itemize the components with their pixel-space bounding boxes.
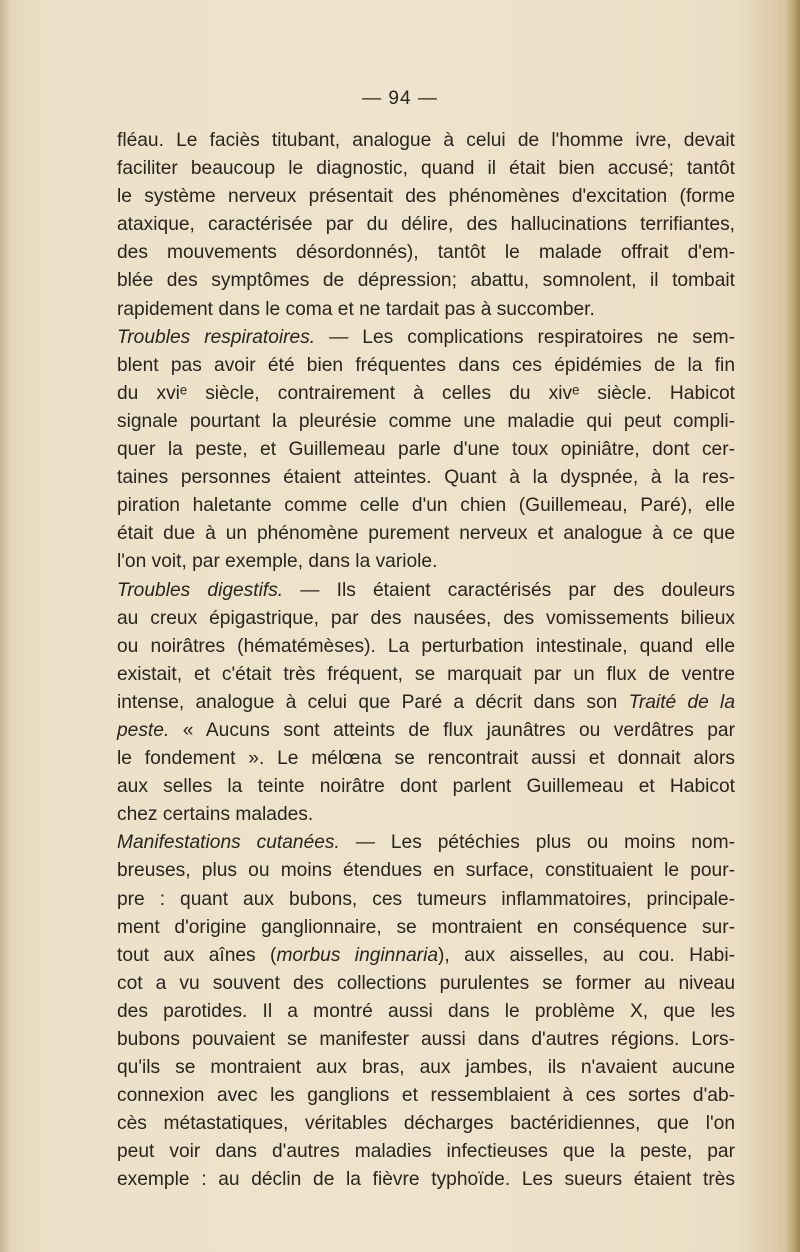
page-number: — 94 — <box>362 88 438 109</box>
text-segment: qu'ils se montraient aux bras, aux jambes, ils n'avaient aucune <box>117 1057 735 1079</box>
text-line <box>117 239 735 267</box>
text-segment: — Les pétéchies plus ou moins nom- <box>339 832 735 854</box>
text-segment: peut voir dans d'autres maladies infectieuses que la peste, par <box>117 1141 735 1163</box>
text-segment: cès métastatiques, véritables décharges bactéridiennes, que l'on <box>117 1113 735 1135</box>
text-line <box>117 717 735 745</box>
text-segment: ment d'origine ganglionnaire, se montraient en conséquence sur- <box>117 916 735 938</box>
text-line <box>117 464 735 492</box>
italic-text: peste. <box>117 719 170 741</box>
text-line <box>117 1082 735 1110</box>
text-segment: le système nerveux présentait des phénomènes d'excitation (forme <box>117 186 735 208</box>
text-segment: chez certains malades. <box>117 804 314 826</box>
text-line <box>117 1166 735 1194</box>
text-segment: signale pourtant la pleurésie comme une maladie qui peut compli- <box>117 410 735 432</box>
text-line <box>117 548 735 576</box>
text-line <box>117 998 735 1026</box>
text-line <box>117 970 735 998</box>
text-segment: au creux épigastrique, par des nausées, des vomissements bilieux <box>117 607 735 629</box>
italic-text: Manifestations cutanées. <box>117 832 340 854</box>
text-segment: des parotides. Il a montré aussi dans le problème X, que les <box>117 1000 735 1022</box>
italic-text: Troubles digestifs. <box>117 579 284 601</box>
text-segment: taines personnes étaient atteintes. Quant à la dyspnée, à la res- <box>117 467 735 489</box>
text-segment: — Ils étaient caractérisés par des douleurs <box>283 579 735 601</box>
text-segment: bubons pouvaient se manifester aussi dans d'autres régions. Lors- <box>117 1029 735 1050</box>
text-segment: piration haletante comme celle d'un chien (Guillemeau, Paré), elle <box>117 495 735 517</box>
text-segment: — Les complications respiratoires ne sem- <box>315 326 735 348</box>
text-segment: rapidement dans le coma et ne tardait pas à succomber. <box>117 298 595 320</box>
italic-text: Troubles respiratoires. <box>117 326 316 348</box>
text-segment: le fondement ». Le mélœna se rencontrait aussi et donnait alors <box>117 748 735 770</box>
text-line <box>117 773 735 801</box>
text-line <box>117 605 735 633</box>
text-line <box>117 661 735 689</box>
text-segment: connexion avec les ganglions et ressemblaient à ces sortes d'ab- <box>117 1085 735 1107</box>
text-line <box>117 1026 735 1054</box>
text-line <box>117 352 735 380</box>
text-line <box>117 127 735 155</box>
text-line <box>117 801 735 829</box>
text-line <box>117 408 735 436</box>
text-line <box>117 380 735 408</box>
text-segment: aux selles la teinte noirâtre dont parlent Guillemeau et Habicot <box>117 776 735 798</box>
text-line <box>117 296 735 324</box>
text-line <box>117 183 735 211</box>
text-line <box>117 211 735 239</box>
text-segment: l'on voit, par exemple, dans la variole. <box>117 551 438 573</box>
text-line <box>117 1054 735 1082</box>
section-heading-line <box>117 829 735 857</box>
text-segment: intense, analogue à celui que Paré a décrit dans son <box>117 691 629 713</box>
text-segment: blée des symptômes de dépression; abattu, somnolent, il tombait <box>117 270 735 292</box>
text-segment: blent pas avoir été bien fréquentes dans ces épidémies de la fin <box>117 354 735 376</box>
text-line <box>117 886 735 914</box>
text-line <box>117 1138 735 1166</box>
text-line <box>117 1110 735 1138</box>
text-segment: exemple : au déclin de la fièvre typhoïde. Les sueurs étaient très <box>117 1169 735 1191</box>
text-line <box>117 633 735 661</box>
text-segment: du xviᵉ siècle, contrairement à celles du xivᵉ siècle. Habicot <box>117 382 735 404</box>
text-line <box>117 914 735 942</box>
text-line <box>117 436 735 464</box>
text-segment: ou noirâtres (hématémèses). La perturbation intestinale, quand elle <box>117 635 735 657</box>
text-segment: était due à un phénomène purement nerveux et analogue à ce que <box>117 523 735 545</box>
section-heading-line <box>117 324 735 352</box>
text-segment: breuses, plus ou moins étendues en surface, constituaient le pour- <box>117 860 735 882</box>
text-segment: pre : quant aux bubons, ces tumeurs inflammatoires, principale- <box>117 888 735 910</box>
text-segment: quer la peste, et Guillemeau parle d'une toux opiniâtre, dont cer- <box>117 439 735 461</box>
text-segment: existait, et c'était très fréquent, se marquait par un flux de ventre <box>117 663 735 685</box>
text-segment: tout aux aînes ( <box>117 944 277 966</box>
text-segment: ), aux aisselles, au cou. Habi- <box>438 944 735 966</box>
text-line <box>117 745 735 773</box>
text-line <box>117 492 735 520</box>
section-heading-line <box>117 577 735 605</box>
text-line <box>117 857 735 885</box>
text-segment: faciliter beaucoup le diagnostic, quand il était bien accusé; tantôt <box>117 158 735 180</box>
text-line <box>117 155 735 183</box>
text-segment: ataxique, caractérisée par du délire, des hallucinations terrifiantes, <box>117 214 735 236</box>
text-segment: cot a vu souvent des collections purulentes se former au niveau <box>117 972 735 994</box>
text-segment: « Aucuns sont atteints de flux jaunâtres ou verdâtres par <box>169 719 735 741</box>
body-text <box>117 127 735 1195</box>
italic-text: Traité de la <box>628 691 735 713</box>
page-edge-right <box>786 0 800 1252</box>
italic-text: morbus inginnaria <box>276 944 439 966</box>
text-segment: des mouvements désordonnés), tantôt le malade offrait d'em- <box>117 242 735 264</box>
text-line <box>117 267 735 295</box>
text-line <box>117 689 735 717</box>
text-line <box>117 942 735 970</box>
text-line <box>117 520 735 548</box>
text-segment: fléau. Le faciès titubant, analogue à celui de l'homme ivre, devait <box>117 130 735 151</box>
page-edge-left <box>0 0 10 1252</box>
